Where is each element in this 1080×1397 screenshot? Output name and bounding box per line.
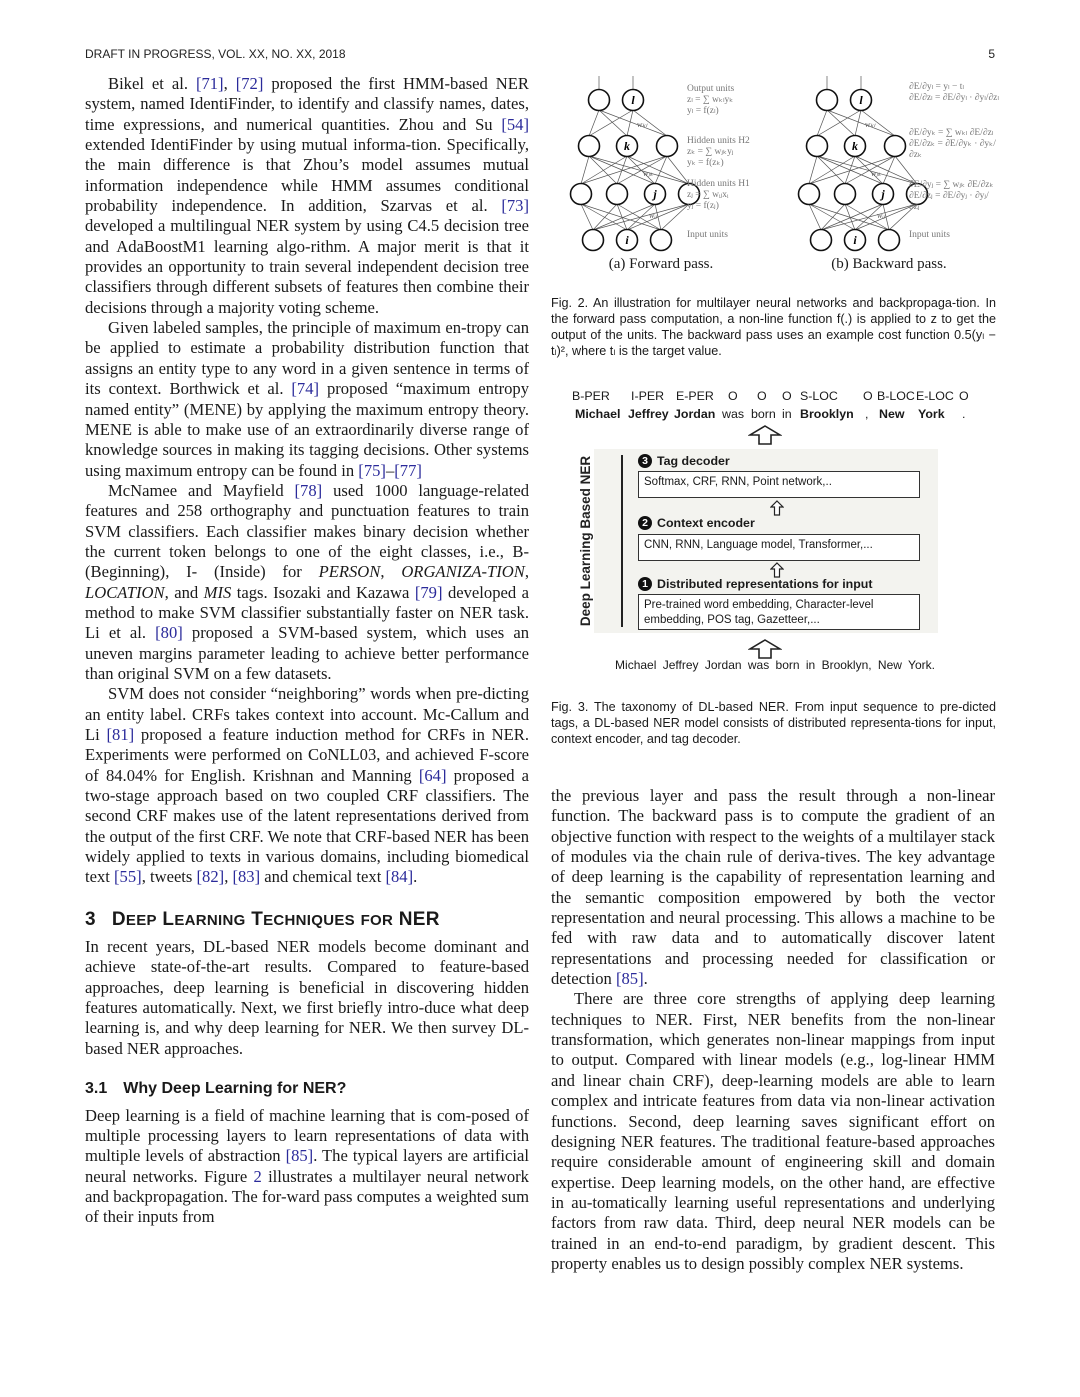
sentence-word: New bbox=[879, 407, 905, 421]
entity-tag: B-PER bbox=[572, 389, 610, 403]
text-run: extended IdentiFinder by using mutual informa-tion. Specifically, the main difference is that Zhou’s model assumes mutual information independence while HMM assumes conditional probability independence. In addition, Szarvas et al. bbox=[85, 135, 529, 216]
citation-link[interactable]: [72] bbox=[235, 74, 264, 93]
stage-tag-decoder-box: Softmax, CRF, RNN, Point network,.. bbox=[638, 471, 920, 498]
svg-text:k: k bbox=[852, 139, 858, 153]
entity-tag: I-PER bbox=[631, 389, 665, 403]
paragraph bbox=[551, 989, 995, 1274]
network-node bbox=[579, 136, 600, 157]
network-node bbox=[817, 90, 838, 111]
figure-3 bbox=[560, 385, 990, 685]
sentence-word: in bbox=[782, 407, 792, 421]
citation-link[interactable]: [84] bbox=[385, 867, 414, 887]
stage-number-badge: 2 bbox=[638, 516, 652, 530]
text-run: , bbox=[224, 867, 233, 887]
backward-hidden2-equations: ∂E/∂yₖ = ∑ wₖₗ ∂E/∂zₗ ∂E/∂zₖ = ∂E/∂yₖ · ∂yₖ/∂zₖ bbox=[909, 128, 996, 160]
paragraph bbox=[85, 481, 529, 684]
stage-number-badge: 3 bbox=[638, 454, 652, 468]
entity-tag: O bbox=[728, 389, 738, 403]
up-arrow-icon bbox=[770, 562, 784, 578]
text-run: , bbox=[524, 562, 530, 582]
network-node bbox=[583, 230, 604, 251]
svg-text:wⱼₖ: wⱼₖ bbox=[871, 169, 882, 178]
citation-link[interactable]: [82] bbox=[196, 867, 225, 887]
input-sentence: Michael Jeffrey Jordan was born in Brooklyn, New York. bbox=[615, 658, 935, 672]
citation-link[interactable]: [71] bbox=[195, 74, 224, 93]
text-run: ORGANIZA-TION bbox=[401, 562, 525, 582]
subsection-heading-3-1 bbox=[85, 1079, 529, 1099]
svg-text:j: j bbox=[653, 187, 657, 201]
paragraph bbox=[85, 318, 529, 481]
text-run: developed a multilingual NER system by using C4.5 decision tree and AdaBoostM1 learning algo-rithm. A major merit is that it provides an opportunity to train several independent decision tree classifiers through different subsets of features then combine their decisions through a majority voting scheme. bbox=[85, 216, 529, 317]
network-node bbox=[799, 184, 820, 205]
svg-text:wᵢⱼ: wᵢⱼ bbox=[649, 211, 657, 220]
backward-pass-diagram bbox=[779, 72, 999, 272]
stage-distributed-repr-box: Pre-trained word embedding, Character-level embedding, POS tag, Gazetteer,... bbox=[638, 594, 920, 630]
hidden1-equations: Hidden units H1 zⱼ = ∑ wᵢⱼxᵢ yⱼ = f(zⱼ) bbox=[687, 179, 750, 211]
paragraph bbox=[551, 786, 995, 989]
citation-link[interactable]: [75] bbox=[358, 460, 386, 480]
text-run: , tweets bbox=[141, 867, 197, 887]
svg-text:wⱼₖ: wⱼₖ bbox=[643, 169, 654, 178]
text-run: the previous layer and pass the result through a non-linear function. The backward pass is to compute the gradient of an objective function with respect to the weights of a multilayer stack of modules via the chain rule of deriva-tives. The key advantage of deep learning is the capability of representation learning and the semantic composition empowered by both the vector representation and neural processing. This allows a machine to be fed with raw data and to automatically discover latent representations and processing needed for classification or detection bbox=[551, 786, 995, 989]
text-run: MIS bbox=[203, 582, 232, 602]
backward-hidden1-equations: ∂E/∂yⱼ = ∑ wⱼₖ ∂E/∂zₖ ∂E/∂zⱼ = ∂E/∂yⱼ · ∂yⱼ/∂zⱼ bbox=[909, 180, 994, 212]
subcaption-backward: (b) Backward pass. bbox=[831, 256, 947, 272]
sentence-word: Brooklyn bbox=[800, 407, 854, 421]
network-node bbox=[607, 184, 628, 205]
citation-link[interactable]: [55] bbox=[114, 867, 142, 887]
text-run: tags. Isozaki and Kazawa bbox=[231, 582, 415, 602]
svg-text:wₖₗ: wₖₗ bbox=[865, 120, 876, 129]
dl-ner-panel bbox=[578, 449, 938, 633]
stage-context-encoder-title: 2 Context encoder bbox=[638, 516, 755, 530]
stage-number-badge: 1 bbox=[638, 577, 652, 591]
text-run: . bbox=[643, 969, 648, 989]
stage-tag-decoder-title: 3 Tag decoder bbox=[638, 454, 730, 468]
sentence-word: . bbox=[962, 407, 966, 421]
text-run: PERSON bbox=[318, 562, 381, 582]
network-node bbox=[879, 230, 900, 251]
output-units-equations: Output units zₗ = ∑ wₖₗyₖ yₗ = f(zₗ) bbox=[687, 84, 735, 116]
paragraph bbox=[85, 684, 529, 887]
section-heading-3 bbox=[85, 910, 529, 931]
text-run: Bikel et al. bbox=[108, 74, 196, 93]
citation-link[interactable]: [79] bbox=[414, 582, 443, 602]
sentence-word: born bbox=[751, 407, 776, 421]
backward-input-units-label: Input units bbox=[909, 230, 950, 240]
text-run: illustrates a multilayer neural network and backpropagation. The for-ward pass computes a weighted sum of their inputs from bbox=[85, 1166, 529, 1227]
paragraph bbox=[85, 74, 529, 318]
caption-label: Fig. 2. bbox=[551, 296, 589, 310]
text-run: , and bbox=[164, 582, 204, 602]
sentence-word: Jeffrey bbox=[628, 407, 669, 421]
text-run: – bbox=[385, 460, 395, 480]
text-run: Given labeled samples, the principle of maximum en-tropy can be applied to estimate a probability distribution function that assigns an entity type to any word in a given sentence in terms of its context. Borthwick et al. bbox=[85, 318, 529, 399]
sentence-word: Michael bbox=[575, 407, 621, 421]
text-run: proposed a SVM-based system, which uses an uneven margins parameter leading to achieve better performance than original SVM on a few datasets. bbox=[85, 623, 530, 683]
citation-link[interactable]: [64] bbox=[418, 765, 447, 785]
text-run: . The typical layers are artificial neural networks. Figure bbox=[85, 1146, 529, 1186]
text-run: Deep learning is a field of machine learning that is com-posed of multiple processing layers to learn representations of data with multiple levels of abstraction bbox=[85, 1105, 529, 1166]
sentence-word: was bbox=[722, 407, 745, 421]
citation-link[interactable]: [73] bbox=[501, 196, 529, 216]
citation-link[interactable]: [77] bbox=[394, 460, 422, 480]
network-node bbox=[885, 136, 906, 157]
network-node bbox=[807, 136, 828, 157]
entity-tag: S-LOC bbox=[800, 389, 838, 403]
network-node bbox=[571, 184, 592, 205]
section-number: 3 bbox=[85, 908, 96, 930]
sentence-word: York bbox=[918, 407, 945, 421]
svg-text:wₖₗ: wₖₗ bbox=[637, 120, 648, 129]
text-run: SVM does not consider “neighboring” words when pre-dicting an entity label. CRFs takes context into account. Mc-Callum and Li bbox=[85, 684, 529, 744]
journal-header: DRAFT IN PROGRESS, VOL. XX, NO. XX, 2018 bbox=[85, 47, 346, 61]
subsection-paragraph bbox=[85, 1106, 529, 1228]
text-run: , bbox=[223, 74, 236, 93]
caption-text: An illustration for multilayer neural networks and backpropaga-tion. In the forward pass computation, a non-line function f(.) is applied to z to get the output of the units. The backward pass uses an example cost function 0.5(yₗ − tₗ)², where tₗ is the target value. bbox=[551, 296, 996, 358]
entity-tag: E-PER bbox=[676, 389, 714, 403]
text-run: proposed a two-stage approach based on two coupled CRF classifiers. The second CRF makes use of the latent representations derived from the output of the first CRF. We note that CRF-based NER has been widely applied to texts in various domains, including biomedical text bbox=[85, 765, 529, 887]
section-3-paragraph: In recent years, DL-based NER models become dominant and achieve state-of-the-art results. Compared to feature-based approaches, deep learning is beneficial in discovering hidden features automatically. Next, we first briefly intro-duce what deep learning is, and why deep learning for NER. We then survey DL-based NER approaches. bbox=[85, 937, 529, 1058]
text-run: developed a method to make SVM classifier substantially faster on NER task. Li et al. bbox=[85, 582, 529, 643]
entity-tag: O bbox=[782, 389, 792, 403]
left-column bbox=[85, 74, 529, 1228]
input-units-label: Input units bbox=[687, 230, 728, 240]
svg-text:i: i bbox=[625, 233, 629, 247]
text-run: proposed the first HMM-based NER system, named IdentiFinder, to identify and classify names, dates, time expressions, and numerical quantities. Zhou and Su bbox=[85, 74, 529, 134]
subsection-number: 3.1 bbox=[85, 1080, 108, 1098]
text-run: proposed a feature induction method for CRFs in NER. Experiments were performed on CoNLL03, and achieved F-score of 84.04% for English. Krishnan and Manning bbox=[85, 725, 529, 785]
citation-link[interactable]: [85] bbox=[285, 1146, 314, 1166]
sentence-word: , bbox=[865, 407, 869, 421]
up-arrow-icon bbox=[770, 500, 784, 516]
page-number: 5 bbox=[988, 47, 995, 61]
entity-tag: O bbox=[863, 389, 873, 403]
vertical-divider bbox=[621, 455, 623, 627]
text-run: LOCATION bbox=[85, 582, 165, 602]
up-arrow-icon bbox=[748, 639, 782, 659]
stage-context-encoder-box: CNN, RNN, Language model, Transformer,... bbox=[638, 534, 920, 561]
section-title: DEEP LEARNING TECHNIQUES FOR NER bbox=[111, 908, 440, 930]
text-run: used 1000 language-related features and 258 orthography and punctuation features to train SVM classifiers. Each classifier makes binary decision whether the current token belongs to one of the eight classes, i.e., B- (Beginning), I- (Inside) for bbox=[85, 480, 529, 582]
network-node bbox=[589, 90, 610, 111]
forward-pass-diagram bbox=[551, 72, 771, 272]
text-run: , bbox=[380, 562, 402, 582]
svg-text:i: i bbox=[853, 233, 857, 247]
citation-link[interactable]: [81] bbox=[106, 725, 135, 744]
svg-text:j: j bbox=[881, 187, 885, 201]
text-run: proposed “maximum entropy named entity” (MENE) by applying the maximum entropy theory. MENE is able to make use of an extraordinarily diverse range of knowledge sources in making its tagging decisions. Other systems using maximum entropy can be found in bbox=[85, 379, 529, 480]
entity-tag: E-LOC bbox=[916, 389, 954, 403]
caption-label: Fig. 3. bbox=[551, 700, 589, 714]
text-run: There are three core strengths of applying deep learning techniques to NER. First, NER benefits from the non-linear transformation, which generates non-linear mappings from input to output. Compared with linear models (e.g., log-linear HMM and linear chain CRF), deep-learning models are able to learn complex and intricate features from data via non-linear activation functions. Second, deep learning saves significant effort on designing NER features. The traditional feature-based approaches require considerable amount of engineering skill and domain expertise. Deep learning models, on the other hand, are effective in au-tomatically learning useful representations and underlying factors from raw data. Third, deep neural NER models can be trained in an end-to-end paradigm, by gradient descent. This property enables us to design possibly complex NER systems. bbox=[551, 989, 995, 1273]
text-run: McNamee and Mayfield bbox=[108, 480, 295, 500]
network-node bbox=[657, 136, 678, 157]
backward-output-equations: ∂E/∂yₗ = yₗ − tₗ ∂E/∂zₗ = ∂E/∂yₗ · ∂yₗ/∂zₗ bbox=[909, 82, 999, 103]
svg-text:l: l bbox=[859, 93, 863, 107]
up-arrow-icon bbox=[748, 425, 782, 445]
network-node bbox=[811, 230, 832, 251]
figure-3-caption bbox=[551, 699, 996, 747]
hidden2-equations: Hidden units H2 zₖ = ∑ wⱼₖyⱼ yₖ = f(zₖ) bbox=[687, 136, 750, 168]
running-head bbox=[85, 47, 995, 61]
citation-link[interactable]: [83] bbox=[232, 867, 261, 887]
entity-tag: B-LOC bbox=[877, 389, 915, 403]
text-run: and chemical text bbox=[260, 867, 386, 887]
citation-link[interactable]: 2 bbox=[253, 1166, 262, 1186]
vertical-label: Deep Learning Based NER bbox=[578, 455, 593, 627]
citation-link[interactable]: [85] bbox=[615, 969, 644, 989]
citation-link[interactable]: [54] bbox=[501, 114, 529, 134]
svg-text:l: l bbox=[631, 93, 635, 107]
entity-tag: O bbox=[959, 389, 969, 403]
citation-link[interactable]: [80] bbox=[155, 623, 183, 643]
sentence-word: Jordan bbox=[674, 407, 716, 421]
right-column bbox=[551, 786, 995, 1274]
citation-link[interactable]: [74] bbox=[291, 379, 320, 399]
text-run: . bbox=[413, 867, 418, 887]
figure-2-caption bbox=[551, 295, 996, 359]
svg-text:wᵢⱼ: wᵢⱼ bbox=[877, 211, 885, 220]
entity-tag: O bbox=[757, 389, 767, 403]
citation-link[interactable]: [78] bbox=[294, 480, 323, 500]
subcaption-forward: (a) Forward pass. bbox=[608, 256, 714, 272]
network-node bbox=[835, 184, 856, 205]
svg-text:k: k bbox=[624, 139, 630, 153]
subsection-title: Why Deep Learning for NER? bbox=[123, 1080, 347, 1098]
network-node bbox=[651, 230, 672, 251]
stage-distributed-repr-title: 1 Distributed representations for input bbox=[638, 577, 872, 591]
caption-text: The taxonomy of DL-based NER. From input sequence to pre-dicted tags, a DL-based NER model consists of distributed representa-tions for input, context encoder, and tag decoder. bbox=[551, 700, 996, 746]
